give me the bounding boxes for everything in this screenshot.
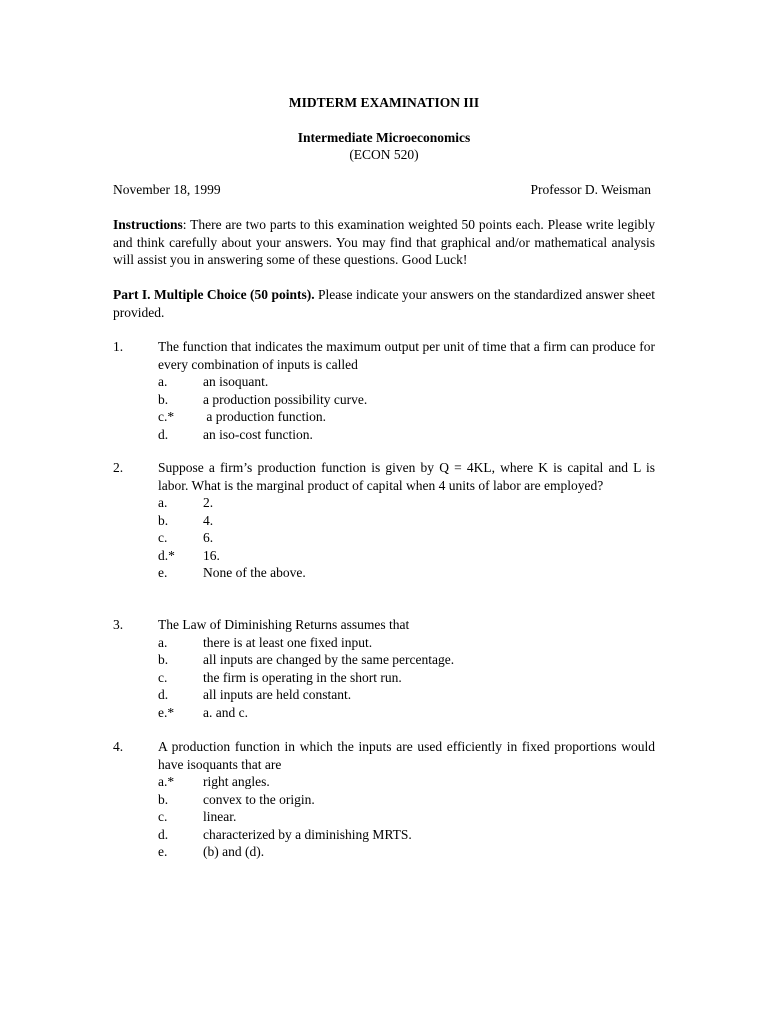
- option-text: there is at least one fixed input.: [203, 634, 373, 650]
- instructions-label: Instructions: [113, 217, 183, 232]
- answer-option: [113, 529, 655, 547]
- course-subtitle: Intermediate Microeconomics: [297, 130, 471, 145]
- course-code: (ECON 520): [349, 147, 419, 162]
- option-label: d.*: [158, 547, 175, 563]
- option-text: 6.: [203, 530, 214, 545]
- question-text: The function that indicates the maximum output per unit of time that a firm can produce for every combination of inputs is called: [158, 339, 655, 372]
- answer-option: [113, 547, 655, 565]
- exam-date: November 18, 1999: [113, 182, 221, 197]
- option-label: d.: [158, 426, 169, 442]
- answer-option: [113, 391, 655, 409]
- question-number: 4.: [113, 739, 124, 754]
- option-text: the firm is operating in the short run.: [203, 669, 402, 685]
- answer-option: [113, 651, 655, 669]
- option-text: right angles.: [203, 774, 270, 789]
- option-label: b.: [158, 391, 169, 407]
- option-label: e.: [158, 844, 168, 859]
- answer-option: [113, 408, 655, 426]
- question-number: 1.: [113, 339, 124, 354]
- option-label: a.: [158, 374, 168, 389]
- question-number: 3.: [113, 617, 124, 632]
- professor-name: Professor D. Weisman: [530, 182, 651, 197]
- option-text: an isoquant.: [203, 374, 269, 389]
- answer-option: [113, 686, 655, 704]
- question-4: [113, 738, 655, 861]
- option-text: 16.: [203, 547, 220, 563]
- option-label: a.: [158, 495, 168, 510]
- option-label: b.: [158, 652, 169, 667]
- option-text: all inputs are changed by the same percentage.: [203, 652, 455, 667]
- option-label: d.: [158, 826, 169, 842]
- instructions-paragraph: [113, 216, 655, 269]
- option-label: c.*: [158, 409, 175, 424]
- answer-option: [113, 512, 655, 530]
- option-text: convex to the origin.: [203, 791, 315, 807]
- exam-title: MIDTERM EXAMINATION III: [288, 95, 480, 110]
- part1-text: Please indicate your answers on the standardized answer sheet provided.: [113, 287, 655, 320]
- option-text: a. and c.: [203, 704, 248, 720]
- question-3: [113, 616, 655, 721]
- instructions-text: : There are two parts to this examination weighted 50 points each. Please write legibly and think carefully about your answers. You may find that graphical and/or mathematical analysis will assist you in answering some of these questions. Good Luck!: [113, 217, 655, 267]
- option-text: a production possibility curve.: [203, 391, 368, 407]
- part1-paragraph: [113, 286, 655, 321]
- option-label: c.: [158, 809, 168, 824]
- answer-option: [113, 426, 655, 444]
- answer-option: [113, 373, 655, 391]
- option-label: e.*: [158, 704, 175, 720]
- option-text: (b) and (d).: [203, 844, 265, 859]
- option-text: 4.: [203, 512, 214, 528]
- answer-option: [113, 494, 655, 512]
- option-label: d.: [158, 687, 169, 702]
- question-2: [113, 459, 655, 582]
- question-1: [113, 338, 655, 443]
- option-label: a.: [158, 634, 168, 650]
- question-text: A production function in which the inputs are used efficiently in fixed proportions would have isoquants that are: [158, 739, 655, 772]
- option-label: b.: [158, 512, 169, 528]
- option-text: an iso-cost function.: [203, 426, 313, 442]
- answer-option: [113, 773, 655, 791]
- question-text: Suppose a firm’s production function is given by Q = 4KL, where K is capital and L is labor. What is the marginal product of capital when 4 units of labor are employed?: [158, 460, 655, 493]
- answer-option: [113, 564, 655, 582]
- question-text: The Law of Diminishing Returns assumes that: [158, 617, 410, 632]
- option-label: c.: [158, 530, 168, 545]
- option-text: linear.: [203, 809, 237, 824]
- option-text: None of the above.: [203, 565, 306, 580]
- answer-option: [113, 669, 655, 687]
- answer-option: [113, 843, 655, 861]
- part1-heading: Part I. Multiple Choice (50 points).: [113, 287, 315, 302]
- answer-option: [113, 634, 655, 652]
- option-text: characterized by a diminishing MRTS.: [203, 826, 412, 842]
- question-number: 2.: [113, 460, 124, 475]
- option-text: all inputs are held constant.: [203, 687, 352, 702]
- option-label: b.: [158, 791, 169, 807]
- option-label: e.: [158, 565, 168, 580]
- answer-option: [113, 791, 655, 809]
- answer-option: [113, 704, 655, 722]
- answer-option: [113, 826, 655, 844]
- option-text: a production function.: [203, 409, 326, 424]
- answer-option: [113, 808, 655, 826]
- option-label: c.: [158, 669, 168, 685]
- option-text: 2.: [203, 495, 214, 510]
- option-label: a.*: [158, 774, 175, 789]
